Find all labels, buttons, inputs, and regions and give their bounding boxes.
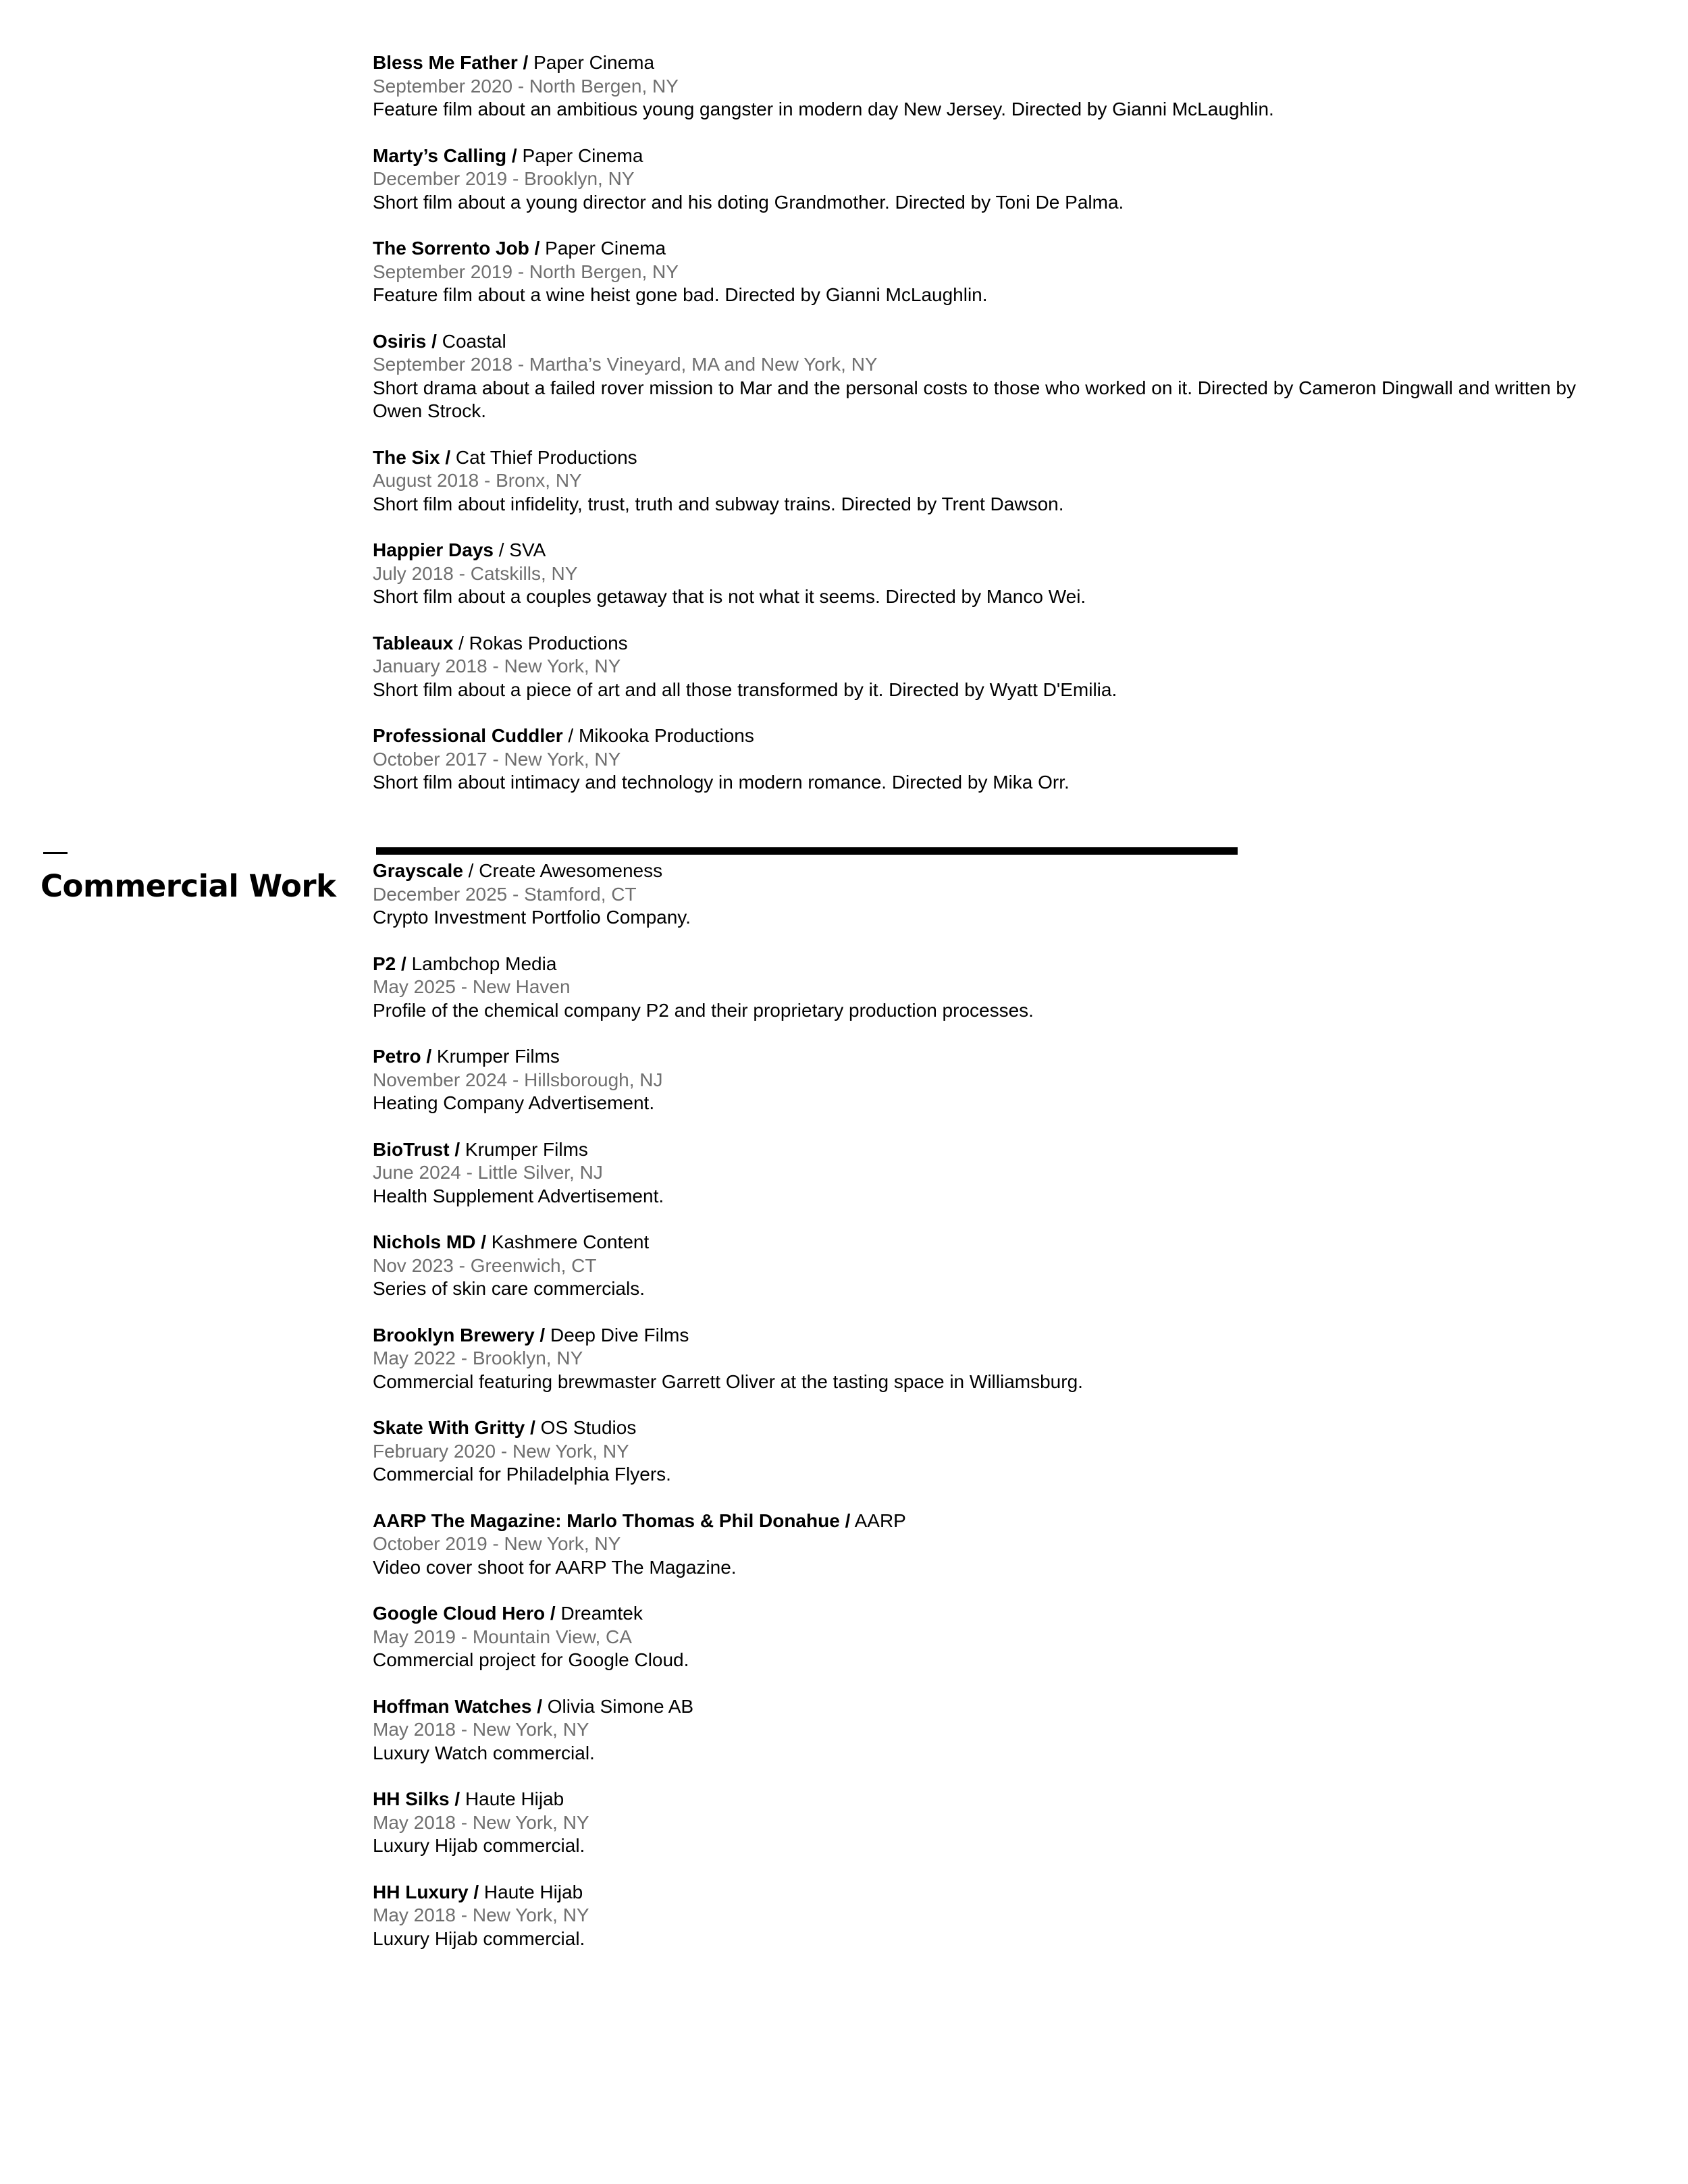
- entry-title: Nichols MD: [373, 1231, 476, 1252]
- entry-description: Heating Company Advertisement.: [373, 1092, 655, 1113]
- entry-heading: [373, 724, 1608, 748]
- entry-client: Krumper Films: [431, 1046, 560, 1067]
- entry-date-location: August 2018 - Bronx, NY: [373, 470, 582, 491]
- commercial-work-list: [373, 859, 1608, 1973]
- list-item: [373, 51, 1608, 122]
- entry-description: Feature film about an ambitious young gangster in modern day New Jersey. Directed by Gianni McLaughlin.: [373, 99, 1274, 119]
- entry-title: AARP The Magazine: Marlo Thomas & Phil Donahue: [373, 1510, 840, 1531]
- entry-date-location: September 2018 - Martha’s Vineyard, MA and New York, NY: [373, 354, 878, 375]
- entry-client: Paper Cinema: [539, 238, 666, 259]
- list-item: [373, 446, 1608, 516]
- entry-date-location: May 2025 - New Haven: [373, 976, 571, 997]
- entry-title: Bless Me Father: [373, 52, 518, 73]
- entry-separator: /: [475, 1231, 487, 1252]
- list-item: [373, 144, 1608, 215]
- entry-date-location: May 2018 - New York, NY: [373, 1719, 589, 1740]
- list-item: [373, 1045, 1608, 1115]
- entry-separator: /: [562, 725, 574, 746]
- entry-date-location: October 2017 - New York, NY: [373, 748, 621, 770]
- entry-separator: /: [440, 446, 451, 468]
- entry-client: Paper Cinema: [528, 52, 655, 73]
- entry-date-location: July 2018 - Catskills, NY: [373, 562, 578, 584]
- entry-date-location: May 2018 - New York, NY: [373, 1905, 589, 1925]
- entry-title: HH Silks: [373, 1788, 450, 1809]
- entry-heading: [373, 1881, 1608, 1905]
- entry-separator: /: [529, 238, 540, 259]
- entry-client: Cat Thief Productions: [450, 446, 637, 468]
- entry-separator: /: [545, 1603, 556, 1624]
- entry-heading: [373, 144, 1608, 168]
- list-item: [373, 330, 1608, 423]
- entry-description: Video cover shoot for AARP The Magazine.: [373, 1556, 737, 1578]
- entry-description: Short film about infidelity, trust, truth and subway trains. Directed by Trent Dawson.: [373, 493, 1064, 514]
- entry-heading: [373, 330, 1608, 354]
- entry-title: Happier Days: [373, 539, 494, 560]
- entry-date-location: November 2024 - Hillsborough, NJ: [373, 1069, 663, 1090]
- entry-date-location: December 2019 - Brooklyn, NY: [373, 168, 635, 189]
- entry-title: P2: [373, 953, 396, 974]
- entry-client: Haute Hijab: [460, 1788, 564, 1809]
- entry-title: Brooklyn Brewery: [373, 1324, 535, 1346]
- entry-date-location: January 2018 - New York, NY: [373, 656, 621, 676]
- entry-separator: /: [449, 1138, 460, 1160]
- entry-date-location: February 2020 - New York, NY: [373, 1440, 629, 1462]
- entry-heading: [373, 1602, 1608, 1626]
- entry-title: The Sorrento Job: [373, 238, 529, 259]
- entry-description: Health Supplement Advertisement.: [373, 1185, 664, 1206]
- entry-title: HH Luxury: [373, 1881, 469, 1902]
- entry-heading: [373, 1324, 1608, 1348]
- entry-date-location: September 2019 - North Bergen, NY: [373, 261, 679, 282]
- entry-description: Crypto Investment Portfolio Company.: [373, 907, 691, 928]
- entry-client: Dreamtek: [555, 1603, 643, 1624]
- section-heading: Commercial Work: [41, 868, 336, 904]
- entry-date-location: Nov 2023 - Greenwich, CT: [373, 1254, 597, 1276]
- entry-client: Lambchop Media: [406, 953, 557, 974]
- entry-heading: [373, 953, 1608, 976]
- entry-date-location: May 2019 - Mountain View, CA: [373, 1626, 632, 1647]
- entry-title: Petro: [373, 1046, 421, 1067]
- entry-title: Osiris: [373, 330, 427, 352]
- entry-heading: [373, 51, 1608, 75]
- entry-description: Short drama about a failed rover mission to Mar and the personal costs to those who worked on it. Directed by Cameron Dingwall and written by Owen Strock.: [373, 377, 1576, 421]
- entry-client: OS Studios: [535, 1417, 637, 1438]
- entry-separator: /: [463, 860, 474, 881]
- list-item: [373, 859, 1608, 930]
- entry-title: Professional Cuddler: [373, 725, 563, 746]
- list-item: [373, 539, 1608, 609]
- list-item: [373, 1881, 1608, 1951]
- entry-heading: [373, 1416, 1608, 1440]
- entry-title: The Six: [373, 446, 440, 468]
- entry-heading: [373, 632, 1608, 656]
- entry-date-location: September 2020 - North Bergen, NY: [373, 75, 679, 97]
- list-item: [373, 1138, 1608, 1208]
- entry-separator: /: [839, 1510, 851, 1531]
- list-item: [373, 1510, 1608, 1580]
- list-item: [373, 1324, 1608, 1394]
- entry-description: Luxury Hijab commercial.: [373, 1927, 585, 1949]
- entry-client: Krumper Films: [460, 1138, 588, 1160]
- entry-separator: /: [531, 1695, 542, 1717]
- entry-description: Luxury Watch commercial.: [373, 1742, 595, 1763]
- entry-separator: /: [517, 52, 529, 73]
- entry-client: Deep Dive Films: [545, 1324, 689, 1346]
- entry-client: Olivia Simone AB: [542, 1695, 694, 1717]
- entry-title: Skate With Gritty: [373, 1417, 525, 1438]
- entry-description: Series of skin care commercials.: [373, 1278, 645, 1299]
- entry-client: AARP: [850, 1510, 906, 1531]
- entry-heading: [373, 1138, 1608, 1162]
- entry-client: Create Awesomeness: [473, 860, 663, 881]
- entry-separator: /: [396, 953, 406, 974]
- entry-title: Tableaux: [373, 632, 454, 654]
- entry-description: Short film about a couples getaway that is not what it seems. Directed by Manco Wei.: [373, 586, 1086, 607]
- entry-heading: [373, 237, 1608, 261]
- entry-description: Short film about a piece of art and all those transformed by it. Directed by Wyatt D'Emilia.: [373, 678, 1117, 700]
- entry-title: Hoffman Watches: [373, 1695, 532, 1717]
- section-divider: [376, 847, 1238, 855]
- entry-heading: [373, 1231, 1608, 1254]
- list-item: [373, 237, 1608, 307]
- list-item: [373, 632, 1608, 702]
- entry-description: Feature film about a wine heist gone bad. Directed by Gianni McLaughlin.: [373, 284, 988, 305]
- entry-separator: /: [421, 1046, 432, 1067]
- entry-description: Commercial for Philadelphia Flyers.: [373, 1464, 671, 1485]
- entry-separator: /: [449, 1788, 460, 1809]
- entry-heading: [373, 446, 1608, 470]
- entry-client: SVA: [504, 539, 546, 560]
- entry-heading: [373, 1045, 1608, 1069]
- entry-description: Short film about intimacy and technology in modern romance. Directed by Mika Orr.: [373, 772, 1070, 793]
- list-item: [373, 1231, 1608, 1301]
- entry-heading: [373, 539, 1608, 562]
- entry-separator: /: [534, 1324, 546, 1346]
- entry-separator: /: [525, 1417, 535, 1438]
- entry-separator: /: [453, 632, 464, 654]
- film-work-list: [373, 51, 1608, 818]
- list-item: [373, 724, 1608, 795]
- list-item: [373, 1416, 1608, 1487]
- entry-date-location: December 2025 - Stamford, CT: [373, 883, 637, 905]
- entry-client: Paper Cinema: [517, 144, 643, 166]
- entry-title: Google Cloud Hero: [373, 1603, 546, 1624]
- entry-separator: /: [506, 144, 517, 166]
- entry-client: Haute Hijab: [479, 1881, 583, 1902]
- entry-heading: [373, 1510, 1608, 1533]
- entry-description: Short film about a young director and his doting Grandmother. Directed by Toni De Palma.: [373, 191, 1124, 213]
- entry-separator: /: [426, 330, 437, 352]
- entry-title: Marty’s Calling: [373, 144, 507, 166]
- entry-description: Commercial project for Google Cloud.: [373, 1649, 689, 1670]
- entry-description: Commercial featuring brewmaster Garrett Oliver at the tasting space in Williamsburg.: [373, 1370, 1083, 1392]
- entry-date-location: May 2022 - Brooklyn, NY: [373, 1348, 583, 1368]
- entry-heading: [373, 1788, 1608, 1811]
- entry-client: Mikooka Productions: [573, 725, 754, 746]
- entry-description: Luxury Hijab commercial.: [373, 1835, 585, 1856]
- entry-heading: [373, 859, 1608, 883]
- entry-client: Rokas Productions: [463, 632, 628, 654]
- entry-heading: [373, 1695, 1608, 1719]
- section-dash: [43, 852, 68, 854]
- entry-title: BioTrust: [373, 1138, 450, 1160]
- entry-date-location: June 2024 - Little Silver, NJ: [373, 1162, 603, 1183]
- entry-separator: /: [493, 539, 504, 560]
- entry-title: Grayscale: [373, 860, 463, 881]
- list-item: [373, 1695, 1608, 1765]
- entry-client: Kashmere Content: [486, 1231, 650, 1252]
- entry-description: Profile of the chemical company P2 and their proprietary production processes.: [373, 999, 1034, 1021]
- list-item: [373, 953, 1608, 1023]
- entry-separator: /: [468, 1881, 479, 1902]
- entry-client: Coastal: [436, 330, 506, 352]
- list-item: [373, 1788, 1608, 1858]
- entry-date-location: October 2019 - New York, NY: [373, 1533, 621, 1554]
- entry-date-location: May 2018 - New York, NY: [373, 1811, 589, 1833]
- list-item: [373, 1602, 1608, 1672]
